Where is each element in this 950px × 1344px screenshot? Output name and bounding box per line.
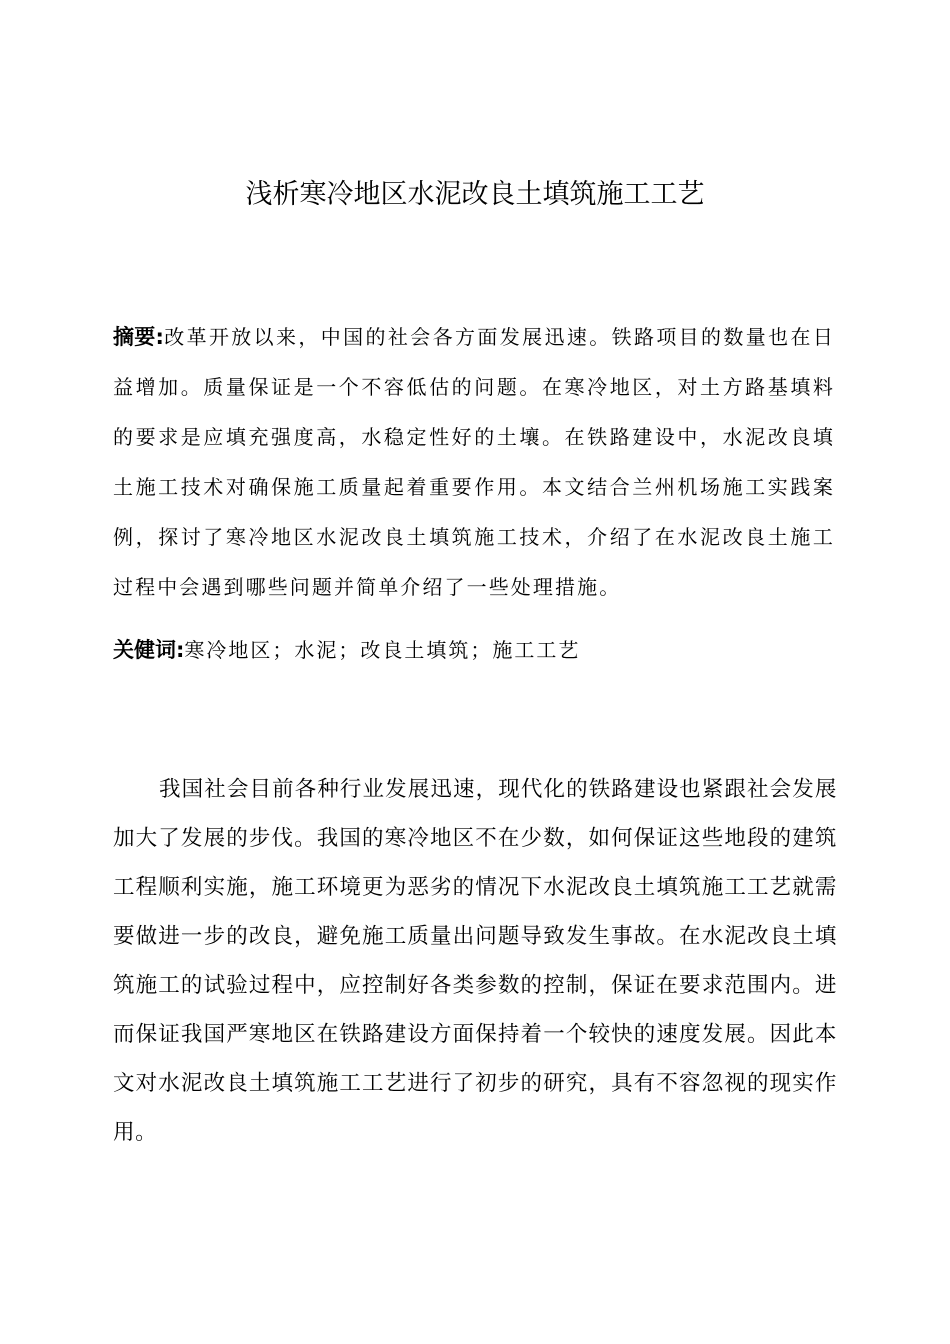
body-paragraph: 我国社会目前各种行业发展迅速，现代化的铁路建设也紧跟社会发展加大了发展的步伐。我国的寒冷地区不在少数，如何保证这些地段的建筑工程顺利实施，施工环境更为恶劣的情况下水泥改良土填筑施工工艺就需要做进一步的改良，避免施工质量出问题导致发生事故。在水泥改良土填筑施工的试验过程中，应控制好各类参数的控制，保证在要求范围内。进而保证我国严寒地区在铁路建设方面保持着一个较快的速度发展。因此本文对水泥改良土填筑施工工艺进行了初步的研究，具有不容忽视的现实作用。 (113, 777, 837, 1145)
document-title: 浅析寒冷地区水泥改良土填筑施工工艺 (245, 179, 705, 210)
abstract-label: 摘要: (113, 325, 164, 349)
keywords-label: 关健词: (113, 638, 185, 662)
abstract-text: 改革开放以来，中国的社会各方面发展迅速。铁路项目的数量也在日益增加。质量保证是一个不容低估的问题。在寒冷地区，对土方路基填料的要求是应填充强度高，水稳定性好的土壤。在铁路建设中，水泥改良填土施工技术对确保施工质量起着重要作用。本文结合兰州机场施工实践案例，探讨了寒冷地区水泥改良土填筑施工技术，介绍了在水泥改良土施工过程中会遇到哪些问题并简单介绍了一些处理措施。 (113, 325, 835, 599)
abstract-section (113, 312, 835, 612)
keywords-text: 寒冷地区；水泥；改良土填筑；施工工艺 (184, 638, 581, 662)
keywords-section (113, 627, 835, 673)
